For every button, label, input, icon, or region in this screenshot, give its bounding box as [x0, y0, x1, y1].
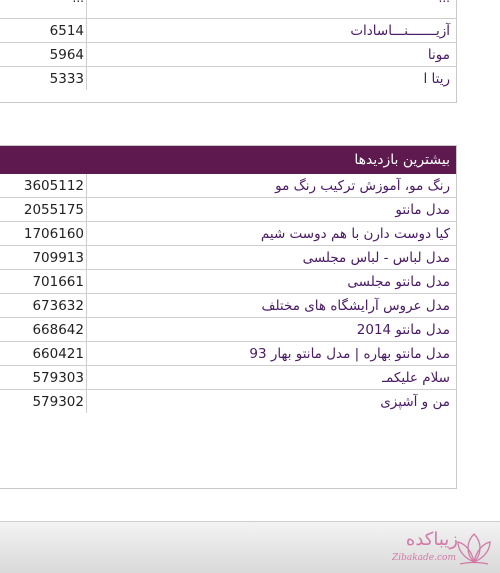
table-row[interactable] — [0, 43, 456, 67]
view-count: 668642 — [0, 318, 87, 342]
view-count: 2055175 — [0, 198, 87, 222]
view-count: 709913 — [0, 246, 87, 270]
view-count: 1706160 — [0, 222, 87, 246]
top-users-table — [0, 0, 456, 90]
count-cell: 5333 — [0, 67, 87, 91]
view-count: 701661 — [0, 270, 87, 294]
user-link[interactable]: مونا — [87, 43, 457, 67]
table-row[interactable] — [0, 19, 456, 43]
post-link[interactable]: مدل عروس آرایشگاه های مختلف — [87, 294, 457, 318]
table-row[interactable] — [0, 390, 456, 414]
post-link[interactable]: کیا دوست دارن با هم دوست شیم — [87, 222, 457, 246]
top-users-box — [0, 0, 457, 103]
post-link[interactable]: سلام علیکمـ — [87, 366, 457, 390]
table-row[interactable] — [0, 270, 456, 294]
table-row[interactable] — [0, 246, 456, 270]
table-row[interactable] — [0, 174, 456, 198]
table-row[interactable] — [0, 294, 456, 318]
user-link[interactable]: ریتا ا — [423, 70, 450, 87]
view-count: 3605112 — [0, 174, 87, 198]
table-row[interactable] — [0, 222, 456, 246]
post-link[interactable]: مدل مانتو — [87, 198, 457, 222]
user-link[interactable] — [87, 0, 457, 19]
view-count: 579302 — [0, 390, 87, 414]
logo-subtitle: Zibakade.com — [391, 553, 456, 563]
logo-text: زیباکده — [405, 529, 458, 550]
table-row[interactable] — [0, 0, 456, 19]
table-row[interactable] — [0, 67, 456, 91]
count-cell: 6514 — [0, 19, 87, 43]
count-cell: 5964 — [0, 43, 87, 67]
user-link[interactable]: آزیـــــــنـــاسادات — [87, 19, 457, 43]
view-count: 660421 — [0, 342, 87, 366]
most-viewed-box — [0, 145, 457, 489]
post-link[interactable]: مدل مانتو بهاره | مدل مانتو بهار 93 — [87, 342, 457, 366]
table-row[interactable] — [0, 366, 456, 390]
footer-bar — [0, 521, 500, 573]
post-link[interactable]: مدل مانتو 2014 — [87, 318, 457, 342]
table-row[interactable] — [0, 318, 456, 342]
table-row[interactable] — [0, 198, 456, 222]
post-link[interactable]: مدل لباس - لباس مجلسی — [87, 246, 457, 270]
site-logo[interactable] — [346, 526, 496, 570]
post-link[interactable]: من و آشپزی — [380, 393, 450, 410]
most-viewed-table — [0, 174, 456, 413]
lotus-flower-icon — [454, 528, 494, 568]
post-link[interactable]: مدل مانتو مجلسی — [87, 270, 457, 294]
view-count: 579303 — [0, 366, 87, 390]
post-link[interactable]: رنگ مو، آموزش ترکیب رنگ مو — [87, 174, 457, 198]
table-row[interactable] — [0, 342, 456, 366]
count-cell — [0, 0, 87, 19]
most-viewed-header: بیشترین بازدیدها — [0, 146, 456, 174]
view-count: 673632 — [0, 294, 87, 318]
